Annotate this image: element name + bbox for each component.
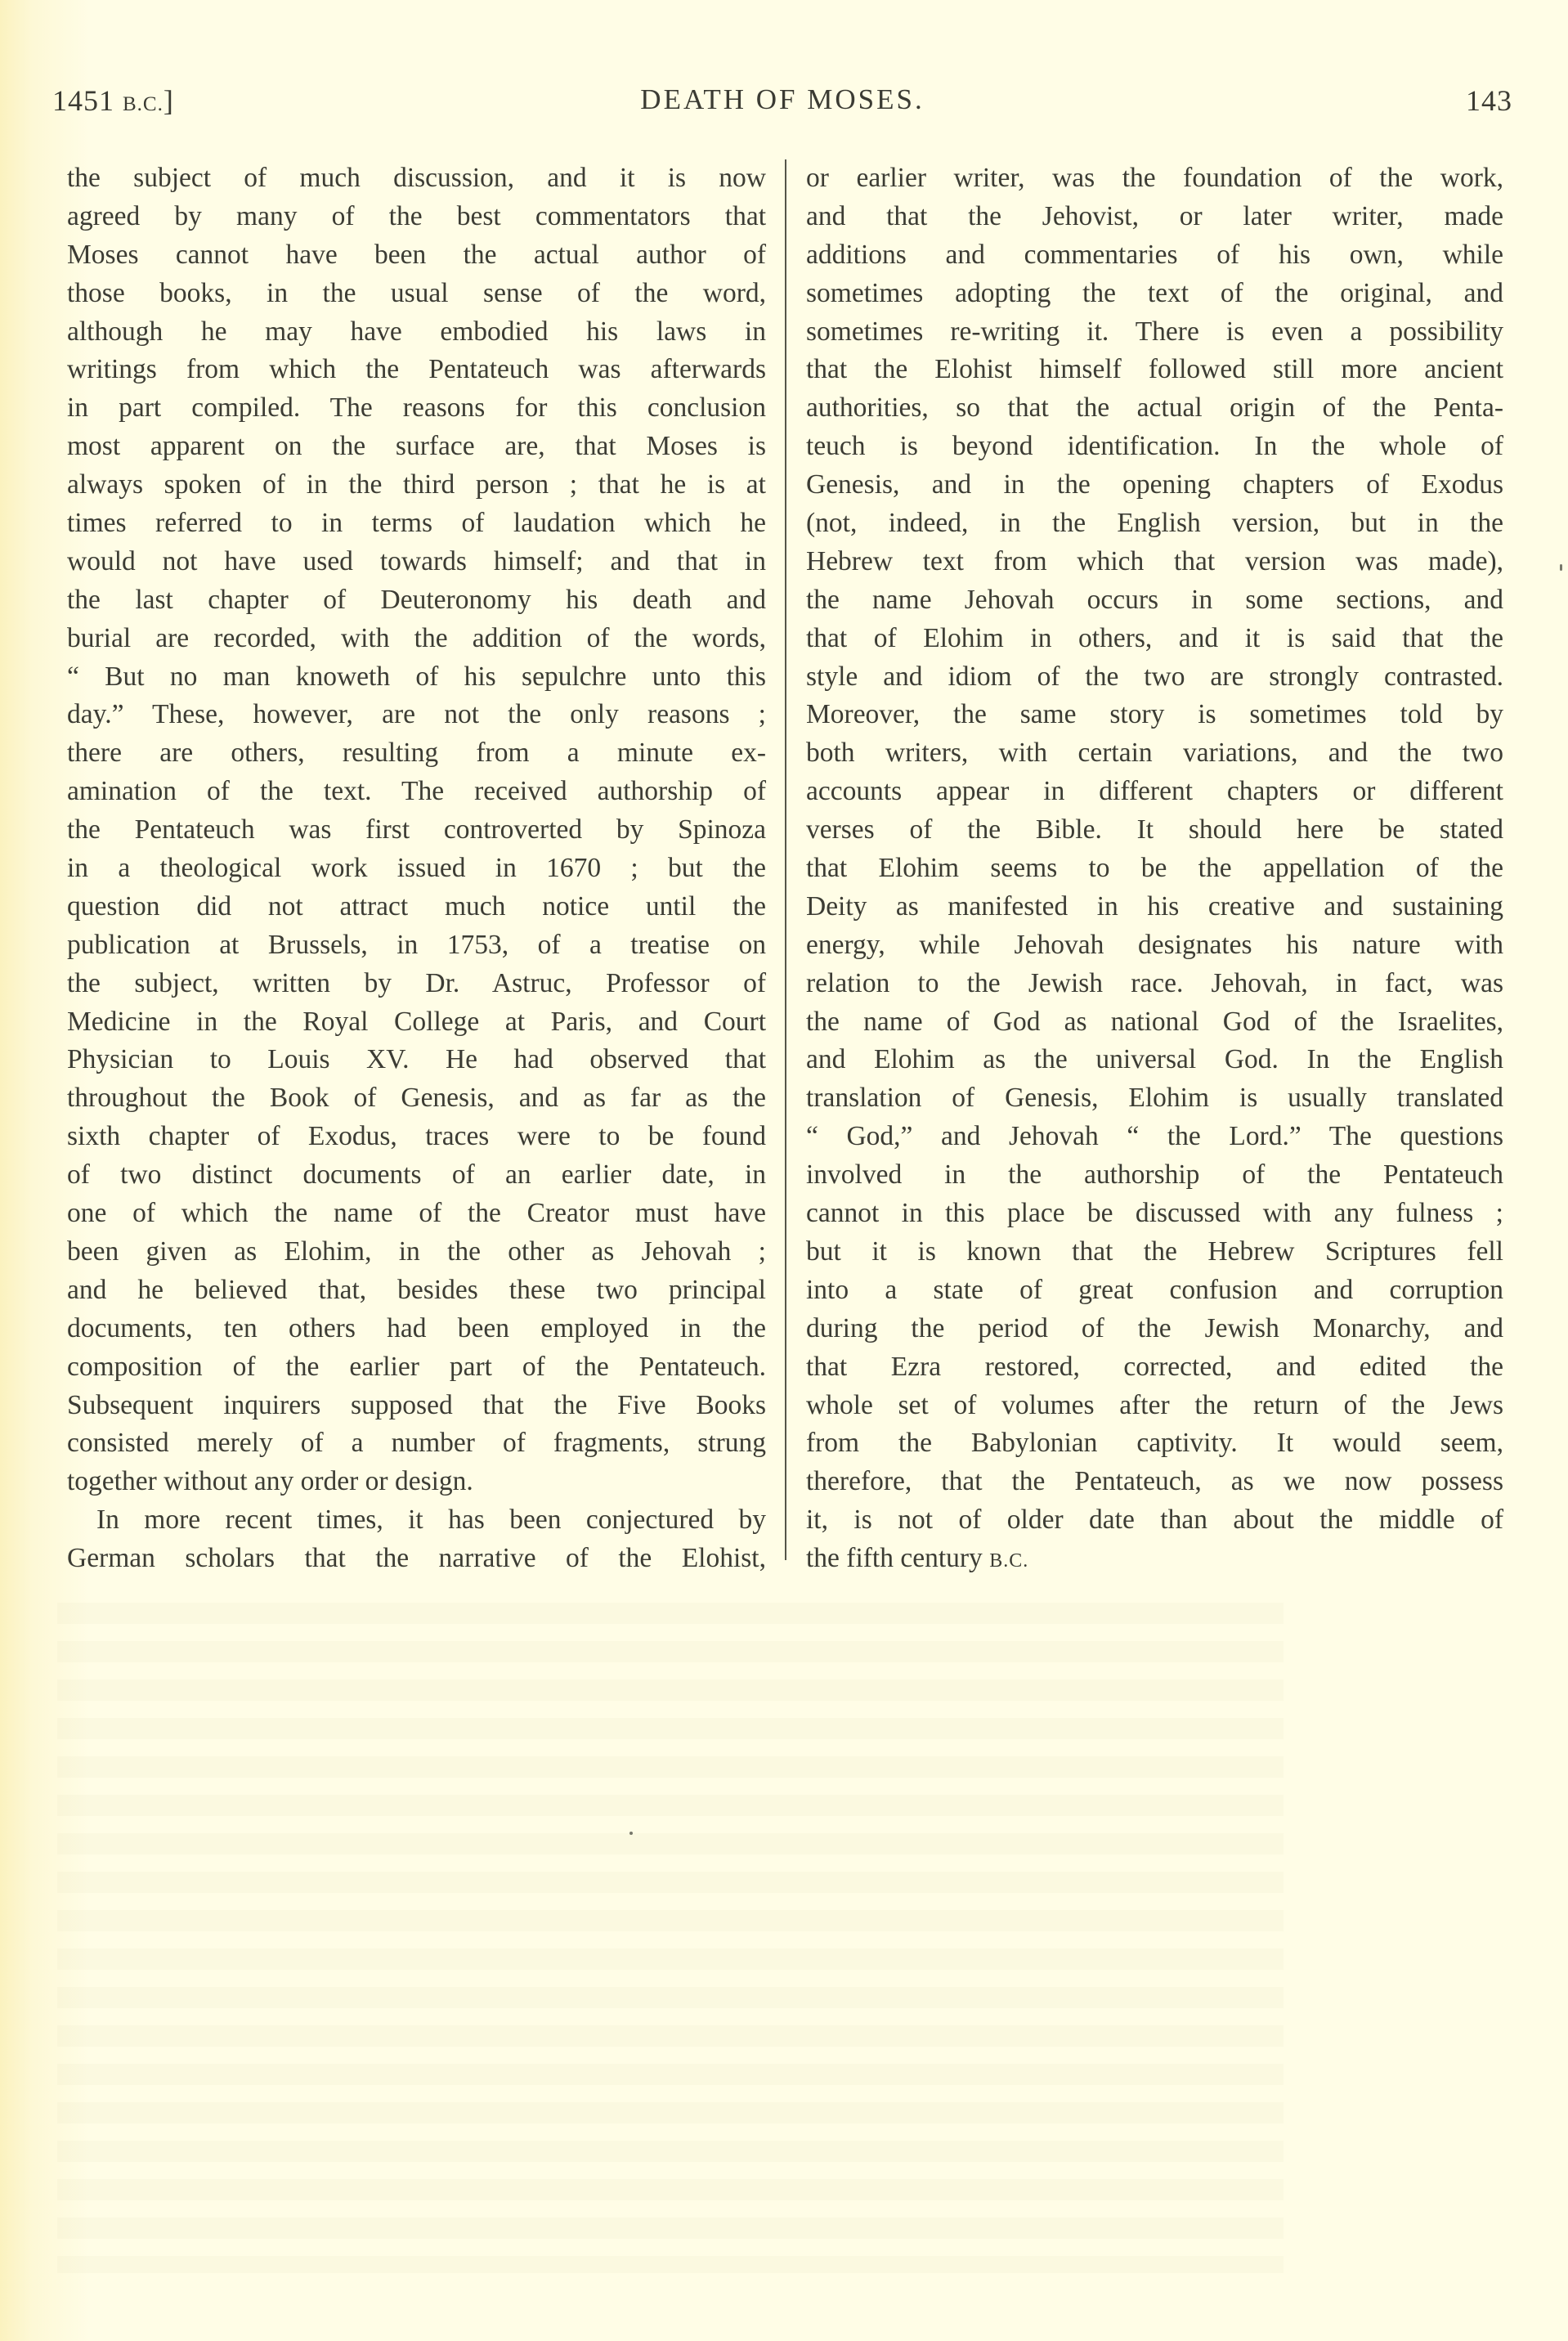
text-line: from the Babylonian captivity. It would seem, [806, 1428, 1503, 1459]
text-line: “ God,” and Jehovah “ the Lord.” The questions [806, 1121, 1503, 1152]
text-line: consisted merely of a number of fragments, strung [67, 1428, 766, 1459]
text-line: into a state of great confusion and corruption [806, 1274, 1503, 1305]
text-line: whole set of volumes after the return of the Jews [806, 1389, 1503, 1420]
page-title: DEATH OF MOSES. [640, 83, 925, 115]
page-number: 143 [1466, 84, 1512, 117]
column-divider [785, 159, 786, 1560]
text-line: translation of Genesis, Elohim is usually translated [806, 1083, 1503, 1114]
final-line-text: the fifth century [806, 1543, 983, 1574]
text-line: authorities, so that the actual origin of the Penta- [806, 392, 1503, 424]
text-line: involved in the authorship of the Pentateuch [806, 1159, 1503, 1191]
text-line: and Elohim as the universal God. In the English [806, 1044, 1503, 1075]
bleed-through-texture [57, 1603, 1284, 2273]
text-line: composition of the earlier part of the Pentateuch. [67, 1351, 766, 1382]
running-header [52, 83, 1512, 124]
text-line: together without any order or design. [67, 1466, 473, 1497]
text-line: one of which the name of the Creator must have [67, 1198, 766, 1229]
text-line: Medicine in the Royal College at Paris, and Court [67, 1006, 766, 1037]
text-line: sometimes re-writing it. There is even a possibility [806, 316, 1503, 347]
header-year: 1451 [52, 84, 114, 117]
text-line: most apparent on the surface are, that Moses is [67, 431, 766, 462]
text-line: and he believed that, besides these two principal [67, 1274, 766, 1305]
text-line: those books, in the usual sense of the word, [67, 277, 766, 308]
text-line: burial are recorded, with the addition of the words, [67, 622, 766, 653]
text-line: it, is not of older date than about the middle of [806, 1505, 1503, 1536]
text-line: Subsequent inquirers supposed that the Five Books [67, 1389, 766, 1420]
text-line: both writers, with certain variations, and the two [806, 738, 1503, 769]
text-line: relation to the Jewish race. Jehovah, in fact, was [806, 967, 1503, 998]
text-line: therefore, that the Pentateuch, as we now possess [806, 1466, 1503, 1497]
text-line: times referred to in terms of laudation which he [67, 508, 766, 539]
text-line: sometimes adopting the text of the original, and [806, 277, 1503, 308]
text-line: cannot in this place be discussed with any fulness ; [806, 1198, 1503, 1229]
text-line: of two distinct documents of an earlier date, in [67, 1159, 766, 1191]
text-line: although he may have embodied his laws in [67, 316, 766, 347]
text-line: additions and commentaries of his own, while [806, 239, 1503, 270]
text-line: or earlier writer, was the foundation of the work, [806, 163, 1503, 193]
text-line: that of Elohim in others, and it is said that the [806, 622, 1503, 653]
left-text-column [67, 159, 766, 1578]
text-line: German scholars that the narrative of the Elohist, [67, 1543, 766, 1574]
text-line: that Ezra restored, corrected, and edited the [806, 1351, 1503, 1382]
text-line: Moreover, the same story is sometimes told by [806, 699, 1503, 730]
text-line: been given as Elohim, in the other as Jehovah ; [67, 1236, 766, 1267]
text-line: publication at Brussels, in 1753, of a treatise on [67, 929, 766, 960]
text-line: Deity as manifested in his creative and sustaining [806, 890, 1503, 922]
text-line: the name of God as national God of the Israelites, [806, 1006, 1503, 1037]
text-line: amination of the text. The received authorship of [67, 776, 766, 807]
paper-speck [1560, 564, 1562, 571]
text-line: Genesis, and in the opening chapters of Exodus [806, 469, 1503, 500]
text-line: accounts appear in different chapters or different [806, 776, 1503, 807]
text-line: there are others, resulting from a minute ex- [67, 738, 766, 769]
text-line: the subject, written by Dr. Astruc, Professor of [67, 967, 766, 998]
final-line-era: B.C. [989, 1550, 1029, 1572]
text-line: that Elohim seems to be the appellation of the [806, 853, 1503, 884]
text-line: during the period of the Jewish Monarchy, and [806, 1312, 1503, 1343]
header-bracket: ] [163, 84, 174, 117]
text-line: always spoken of in the third person ; that he is at [67, 469, 766, 500]
text-line: agreed by many of the best commentators that [67, 200, 766, 231]
text-line: throughout the Book of Genesis, and as far as the [67, 1083, 766, 1114]
text-line: and that the Jehovist, or later writer, made [806, 200, 1503, 231]
text-line: energy, while Jehovah designates his nature with [806, 929, 1503, 960]
text-line: Physician to Louis XV. He had observed that [67, 1044, 766, 1075]
text-line: style and idiom of the two are strongly contrasted. [806, 661, 1503, 692]
text-line: “ But no man knoweth of his sepulchre unto this [67, 661, 766, 692]
right-text-column [806, 159, 1503, 1578]
text-line: the Pentateuch was first controverted by Spinoza [67, 814, 766, 845]
text-line: writings from which the Pentateuch was afterwards [67, 354, 766, 385]
text-line: Hebrew text from which that version was made), [806, 545, 1503, 576]
text-line: documents, ten others had been employed in the [67, 1312, 766, 1343]
text-line: verses of the Bible. It should here be stated [806, 814, 1503, 845]
text-line: question did not attract much notice until the [67, 890, 766, 922]
text-line: the last chapter of Deuteronomy his death and [67, 584, 766, 615]
header-era: B.C. [123, 93, 164, 115]
text-line: the name Jehovah occurs in some sections, and [806, 584, 1503, 615]
text-line: day.” These, however, are not the only reasons ; [67, 699, 766, 730]
text-line: (not, indeed, in the English version, but in the [806, 508, 1503, 539]
text-line: In more recent times, it has been conjectured by [96, 1505, 766, 1536]
paper-speck [629, 1832, 633, 1835]
text-line: the subject of much discussion, and it is now [67, 163, 766, 193]
text-line: Moses cannot have been the actual author of [67, 239, 766, 270]
text-line: in a theological work issued in 1670 ; but the [67, 853, 766, 884]
text-line: but it is known that the Hebrew Scriptures fell [806, 1236, 1503, 1267]
text-line: would not have used towards himself; and that in [67, 545, 766, 576]
text-line: teuch is beyond identification. In the whole of [806, 431, 1503, 462]
text-line: sixth chapter of Exodus, traces were to be found [67, 1121, 766, 1152]
text-line [806, 1540, 1503, 1578]
text-line: in part compiled. The reasons for this conclusion [67, 392, 766, 424]
text-line: that the Elohist himself followed still more ancient [806, 354, 1503, 385]
